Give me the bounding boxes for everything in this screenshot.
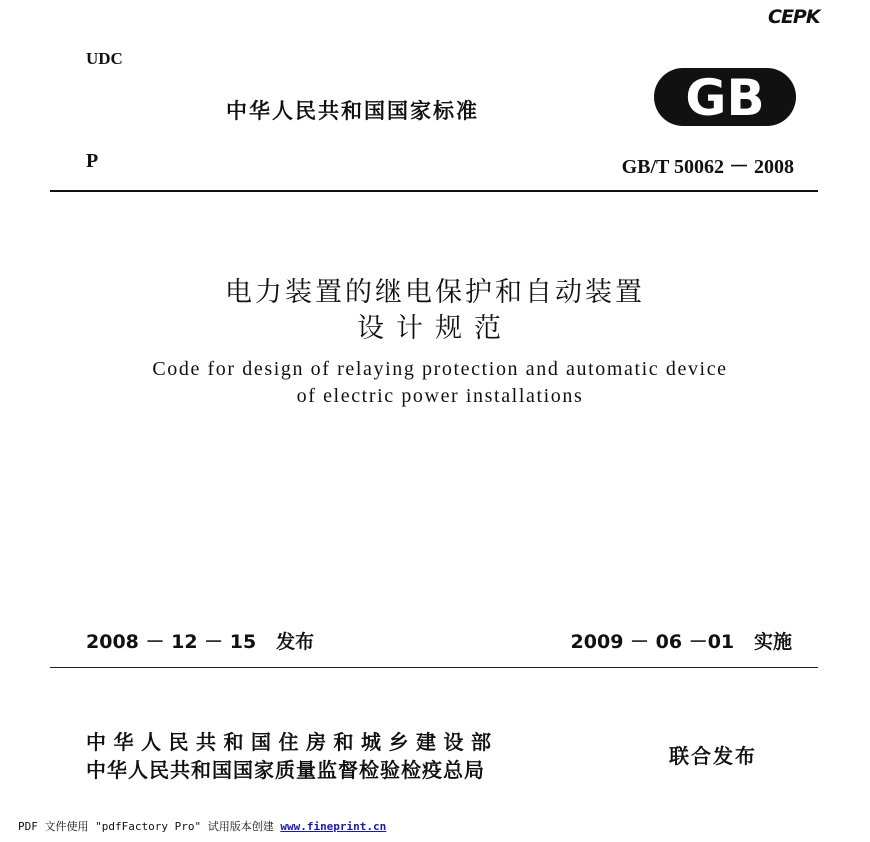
gb-logo [652,66,798,128]
issuer-ministry-housing: 中华人民共和国住房和城乡建设部 [86,730,499,754]
standard-organization: 中华人民共和国国家标准 [226,99,479,123]
title-en-line2: of electric power installations [296,385,584,407]
title-cn-line1: 电力装置的继电保护和自动装置 [225,277,645,308]
pdf-footer [18,818,386,834]
classification-code: P [86,150,99,172]
issuer-aqsiq: 中华人民共和国国家质量监督检验检疫总局 [86,758,485,782]
publisher-mark: CEPK [768,6,820,28]
footer-text: PDF 文件使用 "pdfFactory Pro" 试用版本创建 [18,820,281,833]
fineprint-link[interactable]: www.fineprint.cn [280,820,387,833]
header-divider [50,190,818,192]
date-divider [50,667,818,668]
udc-label: UDC [86,49,123,68]
issue-date: 2008 － 12 － 15 发布 [86,631,315,653]
title-en-line1: Code for design of relaying protection and automatic device [152,358,728,380]
joint-issue-label: 联合发布 [669,744,757,768]
implementation-date: 2009 － 06 －01 实施 [570,631,792,653]
gb-logo-text: GB [685,69,765,127]
title-cn-line2: 设计规范 [357,313,513,344]
standard-number: GB/T 50062 － 2008 [621,156,794,178]
